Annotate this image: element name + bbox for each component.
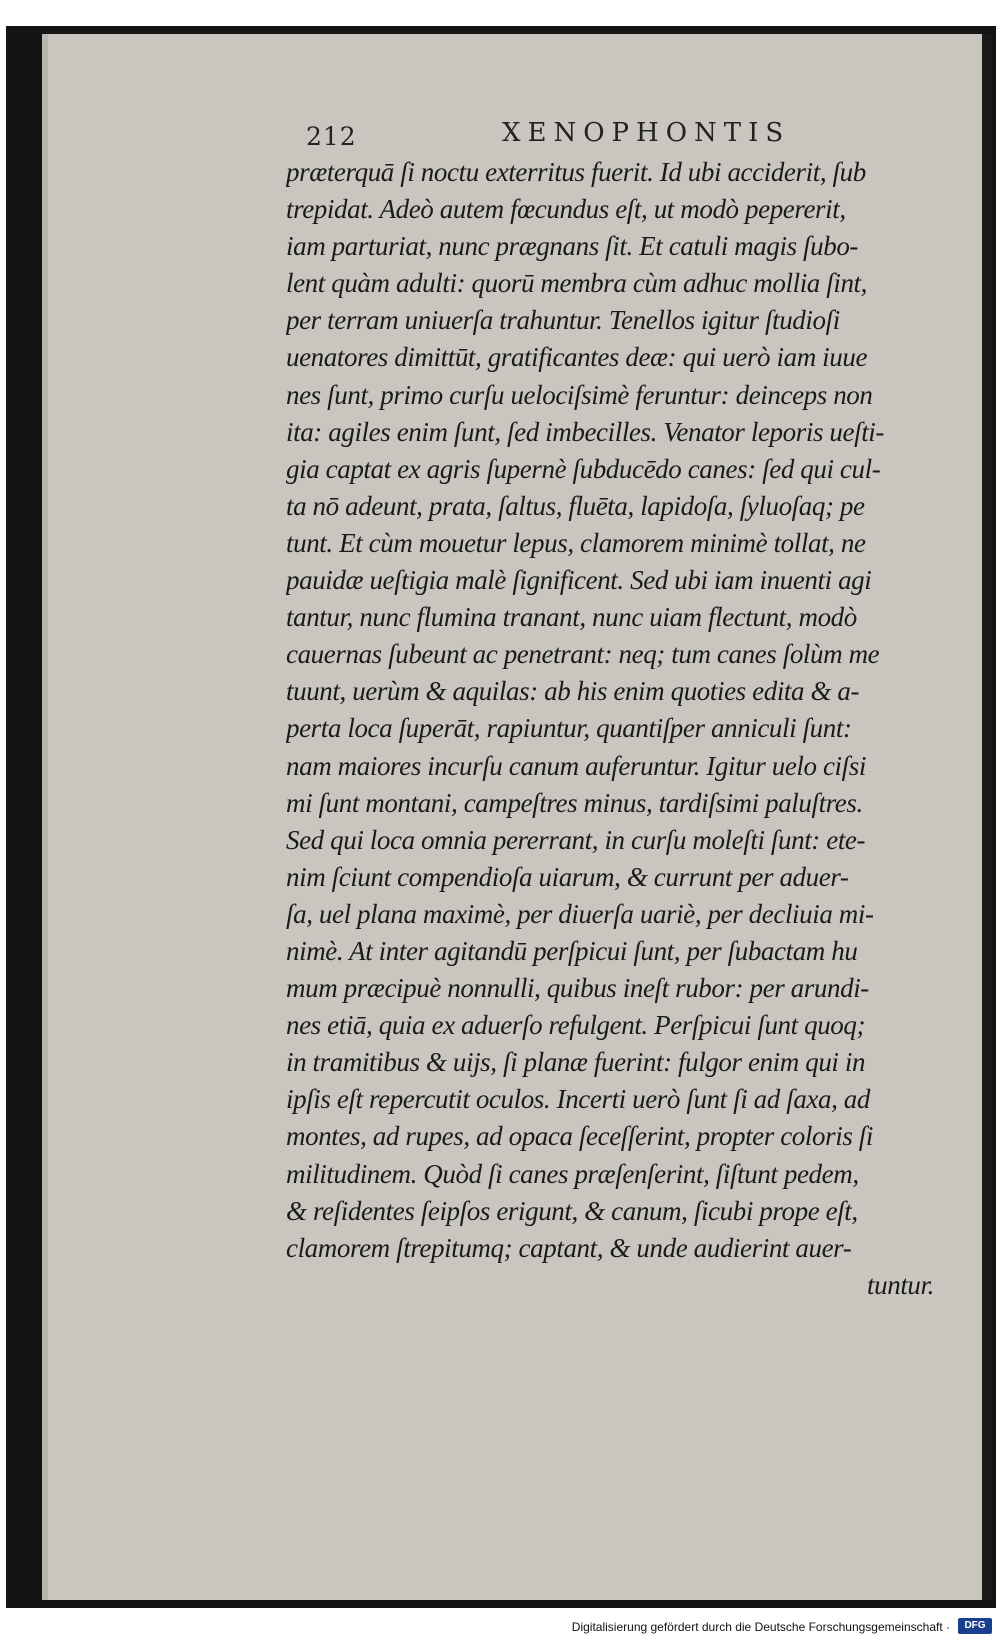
text-line: tuunt, uerùm & aquilas: ab his enim quoties edita & a- [286, 676, 860, 707]
page-edge [982, 34, 992, 1600]
text-line: gia captat ex agris ſupernè ſubducēdo canes: ſed qui cul- [286, 453, 881, 484]
text-line: iam parturiat, nunc prægnans ſit. Et catuli magis ſubo- [286, 231, 859, 262]
text-line: & reſidentes ſeipſos erigunt, & canum, ſicubi prope eſt, [286, 1195, 858, 1226]
text-line: tunt. Et cùm mouetur lepus, clamorem minimè tollat, ne [286, 527, 866, 558]
text-line: nam maiores incurſu canum auferuntur. Igitur uelo ciſsi [286, 750, 866, 781]
text-line: ita: agiles enim ſunt, ſed imbecilles. Venator leporis ueſti- [286, 416, 884, 447]
text-line: præterquā ſi noctu exterritus fuerit. Id ubi acciderit, ſub [286, 157, 866, 187]
text-line: uenatores dimittūt, gratificantes deæ: qui uerò iam iuue [286, 342, 868, 373]
text-line: cauernas ſubeunt ac penetrant: neq; tum canes ſolùm me [286, 639, 880, 670]
text-line: nimè. At inter agitandū perſpicui ſunt, per ſubactam hu [286, 935, 858, 966]
text-line: Sed qui loca omnia pererrant, in curſu moleſti ſunt: ete- [286, 824, 866, 855]
book-page [42, 34, 992, 1600]
text-line: clamorem ſtrepitumq; captant, & unde audierint auer- [286, 1232, 852, 1263]
text-line: ipſis eſt repercutit oculos. Incerti uerò ſunt ſi ad ſaxa, ad [286, 1084, 871, 1115]
text-line: perta loca ſuperāt, rapiuntur, quantiſper anniculi ſunt: [286, 713, 852, 744]
text-line: tantur, nunc flumina tranant, nunc uiam flectunt, modò [286, 602, 857, 633]
running-head [306, 118, 806, 152]
page-number: 212 [306, 122, 357, 151]
text-line: trepidat. Adeò autem fœcundus eſt, ut modò pepererit, [286, 194, 846, 225]
body-text [286, 154, 946, 1304]
text-line: militudinem. Quòd ſi canes præſenſerint, ſiſtunt pedem, [286, 1158, 859, 1189]
text-line: tuntur. [867, 1269, 934, 1300]
funding-credit: Digitalisierung gefördert durch die Deutsche Forschungsgemeinschaft · [571, 1620, 950, 1634]
text-line: nes etiā, quia ex aduerſo refulgent. Perſpicui ſunt quoq; [286, 1010, 866, 1041]
text-line: montes, ad rupes, ad opaca ſeceſſerint, propter coloris ſi [286, 1121, 873, 1152]
footer-bar [0, 1614, 1000, 1642]
text-line: ſa, uel plana maximè, per diuerſa uariè, per decliuia mi- [286, 898, 874, 929]
running-title: XENOPHONTIS [502, 118, 791, 148]
text-line: per terram uniuerſa trahuntur. Tenellos igitur ſtudioſi [286, 305, 840, 336]
text-line: nim ſciunt compendioſa uiarum, & currunt per aduer- [286, 861, 849, 892]
page-gutter [42, 34, 48, 1600]
scan-frame [6, 26, 996, 1608]
text-line: mum præcipuè nonnulli, quibus ineſt rubor: per arundi- [286, 973, 869, 1004]
text-line: nes ſunt, primo curſu uelociſsimè feruntur: deinceps non [286, 379, 873, 410]
dfg-logo: DFG [958, 1618, 992, 1634]
text-line: ta nō adeunt, prata, ſaltus, fluēta, lapidoſa, ſyluoſaq; pe [286, 490, 865, 521]
text-line: in tramitibus & uijs, ſi planæ fuerint: fulgor enim qui in [286, 1047, 866, 1078]
text-line: pauidæ ueſtigia malè ſignificent. Sed ubi iam inuenti agi [286, 565, 872, 596]
text-line: mi ſunt montani, campeſtres minus, tardiſsimi paluſtres. [286, 787, 863, 818]
text-line: lent quàm adulti: quorū membra cùm adhuc mollia ſint, [286, 268, 868, 299]
